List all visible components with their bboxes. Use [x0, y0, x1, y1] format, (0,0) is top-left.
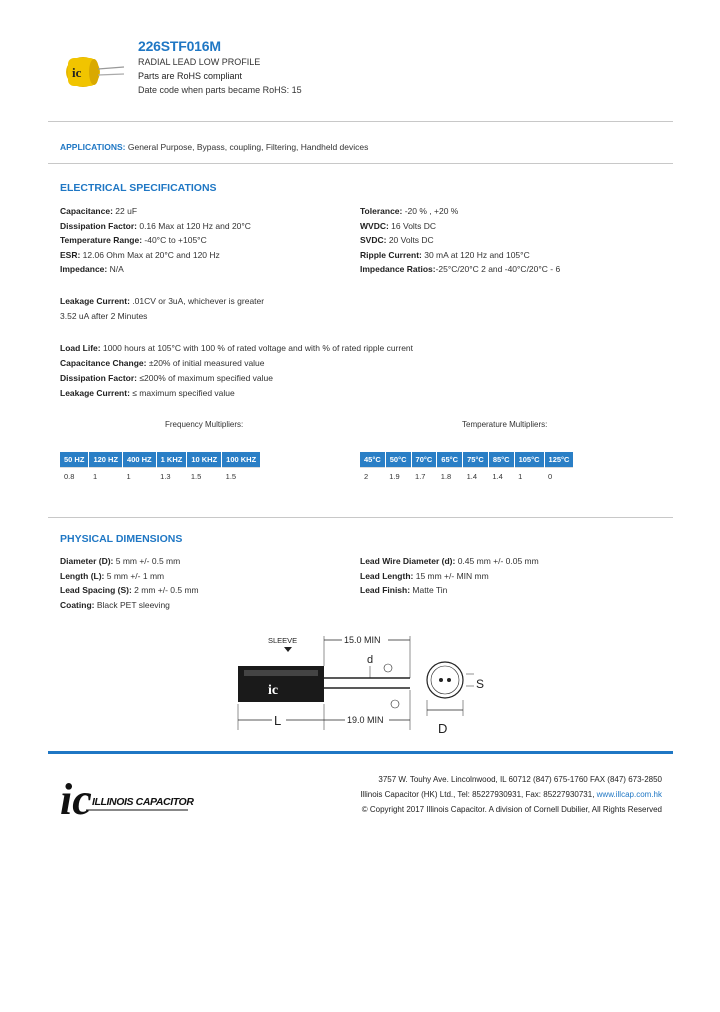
dim-length: Length (L): 5 mm +/- 1 mm [60, 570, 165, 581]
frequency-value-row [60, 468, 261, 486]
divider [48, 163, 673, 164]
table-header: 10 KHZ [187, 452, 222, 468]
rohs-date-code: Date code when parts became RoHS: 15 [138, 85, 302, 95]
table-header: 120 HZ [89, 452, 123, 468]
spec-dissipation-change: Dissipation Factor: ≤200% of maximum specified value [60, 373, 273, 383]
footer-rule [48, 751, 673, 754]
table-cell: 1.4 [463, 468, 489, 486]
diameter-label: D [438, 721, 448, 736]
table-header: 100 KHZ [222, 452, 261, 468]
table-header: 65°C [437, 452, 463, 468]
table-header: 1 KHZ [156, 452, 187, 468]
applications-label: APPLICATIONS: [60, 142, 126, 152]
dim-lead-spacing: Lead Spacing (S): 2 mm +/- 0.5 mm [60, 585, 199, 595]
brand-name: ILLINOIS CAPACITOR [92, 796, 194, 808]
spec-ripple-current: Ripple Current: 30 mA at 120 Hz and 105°C [360, 249, 530, 260]
physical-heading: PHYSICAL DIMENSIONS [60, 533, 183, 545]
table-cell: 0 [544, 468, 574, 486]
table-cell: 1.9 [385, 468, 411, 486]
dim-coating: Coating: Black PET sleeving [60, 599, 170, 610]
table-cell: 1.3 [156, 468, 187, 486]
temperature-header-row [360, 452, 574, 468]
applications-text: General Purpose, Bypass, coupling, Filtering, Handheld devices [127, 142, 369, 152]
applications [60, 142, 368, 152]
table-header: 75°C [463, 452, 489, 468]
spec-impedance: Impedance: N/A [60, 264, 124, 274]
table-cell: 1 [89, 468, 123, 486]
svg-text:ic: ic [72, 65, 82, 80]
table-header: 400 HZ [123, 452, 157, 468]
spec-temperature-range: Temperature Range: -40°C to +105°C [60, 235, 207, 245]
spec-esr: ESR: 12.06 Ohm Max at 20°C and 120 Hz [60, 249, 220, 260]
dim-diameter: Diameter (D): 5 mm +/- 0.5 mm [60, 556, 181, 566]
table-cell: 1.5 [222, 468, 261, 486]
table-cell: 0.8 [60, 468, 89, 486]
product-image [62, 52, 128, 92]
rohs-status: Parts are RoHS compliant [138, 71, 243, 81]
temperature-caption: Temperature Multipliers: [462, 420, 548, 429]
frequency-header-row [60, 452, 261, 468]
table-header: 125°C [544, 452, 574, 468]
table-cell: 1 [123, 468, 157, 486]
spec-tolerance: Tolerance: -20 % , +20 % [360, 206, 459, 216]
illinois-capacitor-logo [60, 774, 200, 820]
length-label: L [274, 713, 282, 728]
min19-label: 19.0 MIN [347, 715, 384, 725]
min15-label: 15.0 MIN [344, 635, 381, 645]
table-cell: 2 [360, 468, 385, 486]
part-number: 226STF016M [138, 38, 221, 54]
spec-capacitance-change: Capacitance Change: ±20% of initial measured value [60, 358, 265, 368]
spec-leakage-after: 3.52 uA after 2 Minutes [60, 311, 148, 321]
dim-lead-length: Lead Length: 15 mm +/- MIN mm [360, 570, 489, 581]
product-type: RADIAL LEAD LOW PROFILE [138, 57, 261, 67]
temperature-value-row [360, 468, 574, 486]
electrical-left [60, 206, 251, 279]
spec-impedance-ratios: Impedance Ratios:-25°C/20°C 2 and -40°C/20°C - 6 [360, 264, 561, 274]
electrical-heading: ELECTRICAL SPECIFICATIONS [60, 182, 217, 194]
dimension-drawing [230, 630, 500, 740]
divider [48, 121, 673, 122]
table-cell: 1.7 [411, 468, 437, 486]
table-header: 85°C [488, 452, 514, 468]
spec-svdc: SVDC: 20 Volts DC [360, 235, 434, 245]
dim-lead-finish: Lead Finish: Matte Tin [360, 585, 448, 595]
lead-diameter-label: d [367, 654, 374, 666]
table-cell: 1.8 [437, 468, 463, 486]
frequency-table [60, 452, 261, 485]
spec-wvdc: WVDC: 16 Volts DC [360, 220, 437, 231]
table-cell: 1 [514, 468, 544, 486]
electrical-right [360, 206, 560, 279]
spec-dissipation: Dissipation Factor: 0.16 Max at 120 Hz and 20°C [60, 220, 251, 231]
footer-url-link[interactable]: www.illcap.com.hk [596, 790, 662, 799]
footer-copyright: © Copyright 2017 Illinois Capacitor. A division of Cornell Dubilier, All Rights Reserved [361, 805, 662, 814]
physical-right [360, 556, 539, 600]
table-header: 105°C [514, 452, 544, 468]
table-cell: 1.5 [187, 468, 222, 486]
physical-left [60, 556, 199, 614]
temperature-table [360, 452, 574, 485]
svg-text:ic: ic [268, 683, 279, 698]
table-header: 50 HZ [60, 452, 89, 468]
spec-capacitance: Capacitance: 22 uF [60, 206, 138, 216]
spec-leakage-change: Leakage Current: ≤ maximum specified value [60, 388, 235, 398]
divider [48, 517, 673, 518]
spacing-label: S [476, 677, 485, 691]
dim-lead-wire-diameter: Lead Wire Diameter (d): 0.45 mm +/- 0.05 mm [360, 556, 539, 566]
spec-load-life: Load Life: 1000 hours at 105°C with 100 % of rated voltage and with % of rated ripple current [60, 343, 414, 353]
table-cell: 1.4 [488, 468, 514, 486]
sleeve-label: SLEEVE [268, 636, 298, 645]
table-header: 45°C [360, 452, 385, 468]
svg-text:ic: ic [60, 775, 92, 820]
table-header: 50°C [385, 452, 411, 468]
footer-address: 3757 W. Touhy Ave. Lincolnwood, IL 60712 (847) 675-1760 FAX (847) 673-2850 [378, 775, 662, 784]
spec-leakage-current: Leakage Current: .01CV or 3uA, whichever is greater [60, 296, 265, 306]
frequency-caption: Frequency Multipliers: [165, 420, 244, 429]
table-header: 70°C [411, 452, 437, 468]
footer-hk: Illinois Capacitor (HK) Ltd., Tel: 85227930931, Fax: 85227930731, www.illcap.com.hk [360, 790, 662, 799]
